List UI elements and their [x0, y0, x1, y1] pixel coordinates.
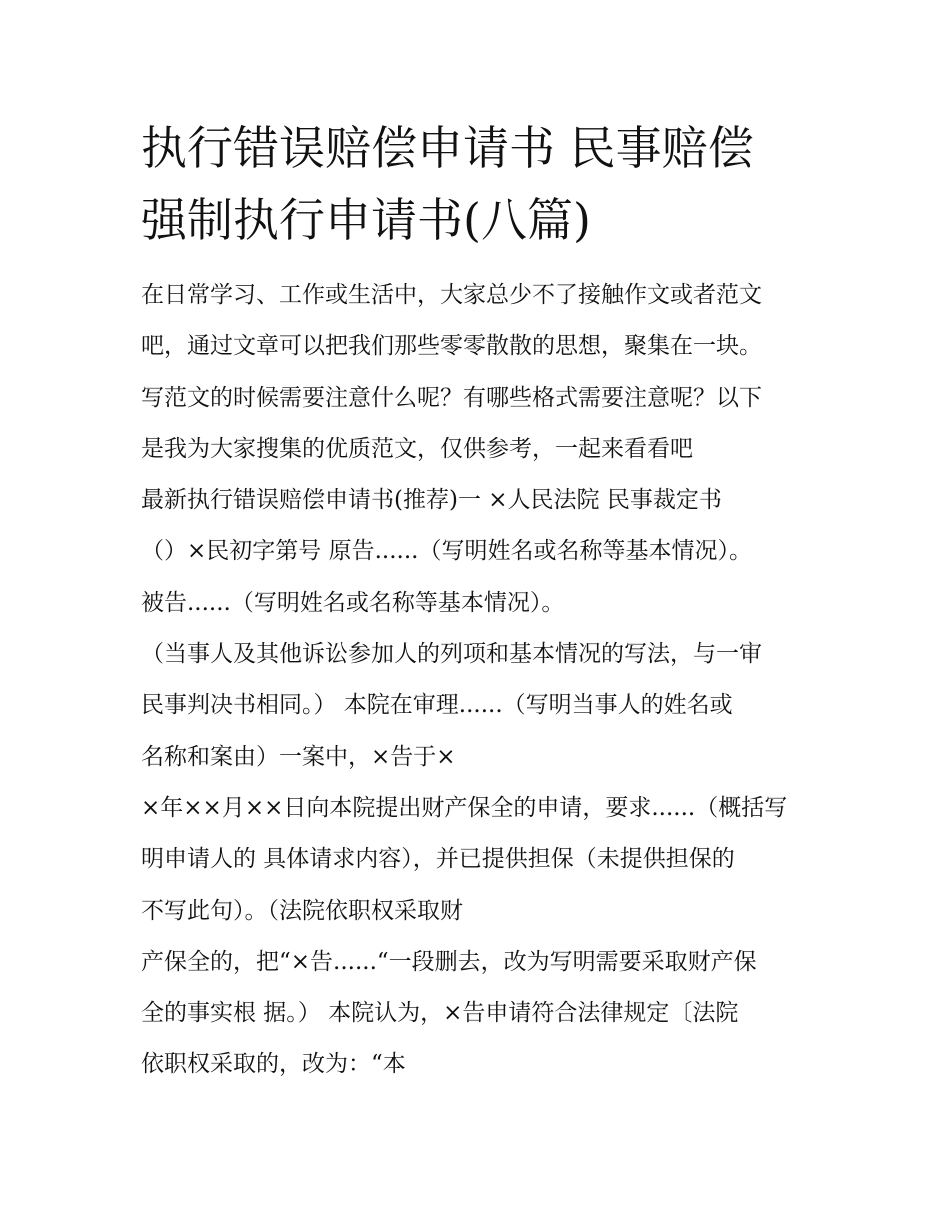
body-line: 被告......（写明姓名或名称等基本情况）。	[141, 589, 565, 616]
title-line-1: 执行错误赔偿申请书 民事赔偿	[141, 121, 754, 175]
title-line-2: 强制执行申请书(八篇)	[141, 193, 591, 247]
body-line: 吧，通过文章可以把我们那些零零散散的思想，聚集在一块。	[141, 333, 762, 360]
document-page	[141, 112, 821, 1091]
body-line: 全的事实根 据。） 本院认为，×告申请符合法律规定〔法院	[141, 1000, 739, 1027]
document-title	[141, 112, 821, 256]
body-line: 在日常学习、工作或生活中，大家总少不了接触作文或者范文	[141, 282, 762, 308]
body-line: 是我为大家搜集的优质范文，仅供参考，一起来看看吧	[141, 435, 693, 462]
body-line: 最新执行错误赔偿申请书(推荐)一 ×人民法院 民事裁定书	[141, 487, 722, 514]
body-line: 不写此句）。（法院依职权采取财	[141, 897, 463, 924]
body-line: （当事人及其他诉讼参加人的列项和基本情况的写法，与一审	[141, 641, 762, 668]
body-line: ×年××月××日向本院提出财产保全的申请，要求......（概括写	[141, 794, 788, 821]
body-line: 依职权采取的，改为：“本	[141, 1051, 406, 1078]
body-line: 写范文的时候需要注意什么呢？有哪些格式需要注意呢？以下	[141, 384, 762, 411]
document-body	[141, 270, 821, 1091]
body-line: 名称和案由）一案中，×告于×	[141, 743, 456, 770]
body-line: 产保全的，把“×告......“一段删去，改为写明需要采取财产保	[141, 948, 757, 975]
body-line: 明申请人的 具体请求内容），并已提供担保（未提供担保的	[141, 846, 735, 873]
body-line: （）×民初字第号 原告......（写明姓名或名称等基本情况）。	[141, 538, 752, 565]
body-line: 民事判决书相同。） 本院在审理......（写明当事人的姓名或	[141, 692, 733, 719]
